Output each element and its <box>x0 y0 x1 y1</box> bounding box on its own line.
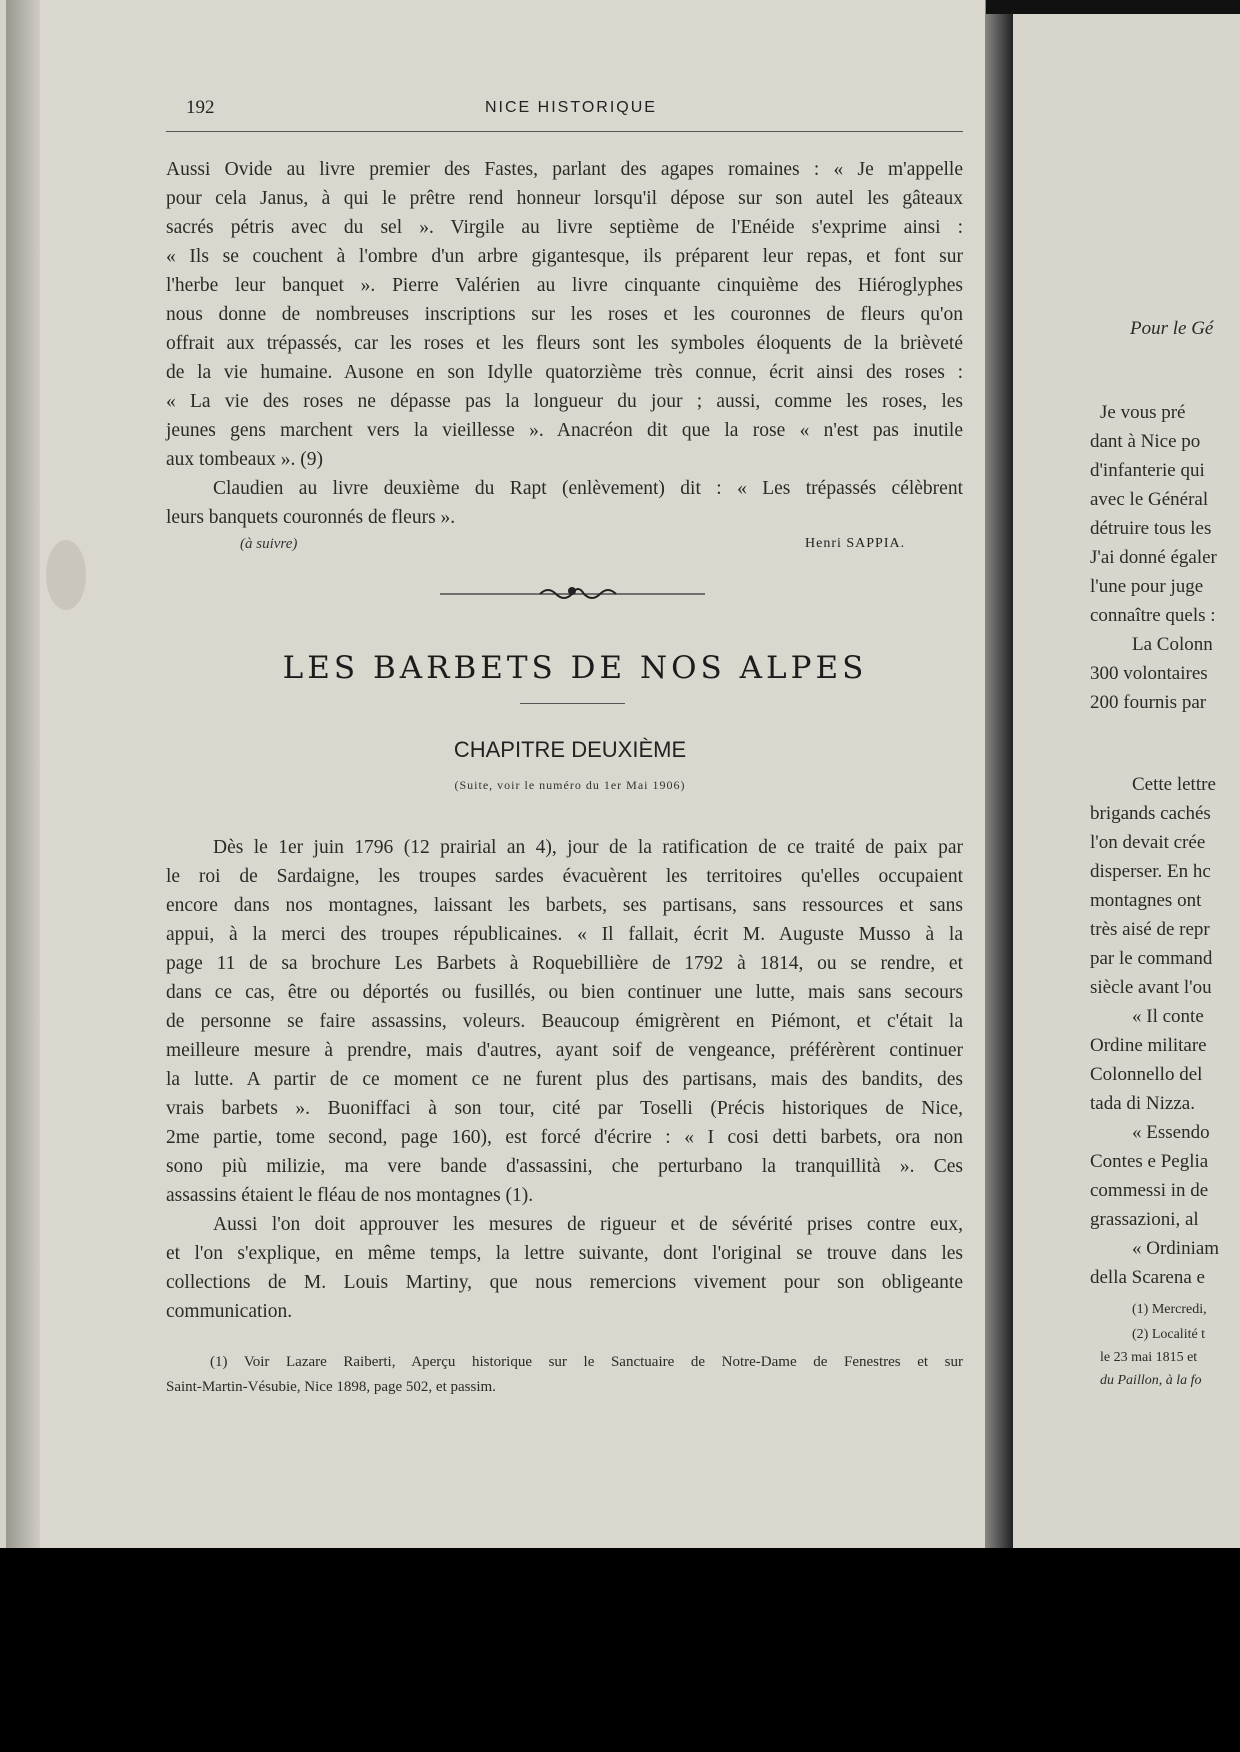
right-line: l'on devait crée <box>1090 832 1206 853</box>
right-line: Colonnello del <box>1090 1064 1203 1085</box>
text-line: aux tombeaux ». (9) <box>166 449 324 470</box>
text-line: de la vie humaine. Ausone en son Idylle quatorzième très connue, écrit ainsi des roses : <box>166 362 963 383</box>
text-line: 2me partie, tome second, page 160), est forcé d'écrire : « I cosi detti barbets, ora non <box>166 1127 963 1148</box>
right-line: siècle avant l'ou <box>1090 977 1212 998</box>
right-line: Je vous pré <box>1100 402 1186 423</box>
right-line: Contes e Peglia <box>1090 1151 1209 1172</box>
right-line: brigands cachés <box>1090 803 1211 824</box>
ornament-divider-icon <box>440 583 705 603</box>
to-follow-note: (à suivre) <box>240 536 298 552</box>
text-line: leurs banquets couronnés de fleurs ». <box>166 507 456 528</box>
text-line: nous donne de nombreuses inscriptions sur les roses et les couronnes de fleurs qu'on <box>166 304 963 325</box>
right-line: « Essendo <box>1132 1122 1210 1143</box>
text-line: jeunes gens marchent vers la vieillesse ». Anacréon dit que la rose « n'est pas inutile <box>166 420 963 441</box>
right-line: 200 fournis par <box>1090 692 1207 713</box>
text-line: sacrés pétris avec du sel ». Virgile au livre septième de l'Enéide s'exprime ainsi : <box>166 217 963 238</box>
right-line: « Ordiniam <box>1132 1238 1220 1259</box>
text-line: la lutte. A partir de ce moment ce ne furent plus des partisans, mais des bandits, des <box>166 1069 963 1090</box>
right-line: très aisé de repr <box>1090 919 1210 940</box>
text-line: Aussi Ovide au livre premier des Fastes, parlant des agapes romaines : « Je m'appelle <box>166 159 963 180</box>
right-line: dant à Nice po <box>1090 431 1201 452</box>
text-line: Aussi l'on doit approuver les mesures de rigueur et de sévérité prises contre eux, <box>213 1214 963 1235</box>
text-line: le roi de Sardaigne, les troupes sardes évacuèrent les territoires qu'elles occupaient <box>166 866 963 887</box>
text-line: dans ce cas, être ou déportés ou fusillés, ou bien continuer une lutte, mais sans secours <box>166 982 963 1003</box>
right-line: d'infanterie qui <box>1090 460 1205 481</box>
header-rule <box>166 131 963 132</box>
text-line: sono più milizie, ma vere bande d'assassini, che perturbano la tranquillità ». Ces <box>166 1156 963 1177</box>
text-line: page 11 de sa brochure Les Barbets à Roquebillière de 1792 à 1814, ou se rendre, et <box>166 953 963 974</box>
right-line: grassazioni, al <box>1090 1209 1199 1230</box>
footnote-line: (1) Voir Lazare Raiberti, Aperçu historique sur le Sanctuaire de Notre-Dame de Fenestres et sur <box>210 1354 963 1370</box>
right-line: par le command <box>1090 948 1213 969</box>
right-line: tada di Nizza. <box>1090 1093 1195 1114</box>
right-line: connaître quels : <box>1090 605 1216 626</box>
text-line: Claudien au livre deuxième du Rapt (enlèvement) dit : « Les trépassés célèbrent <box>213 478 963 499</box>
text-line: de personne se faire assassins, voleurs. Beaucoup émigrèrent en Piémont, et c'était la <box>166 1011 963 1032</box>
right-heading: Pour le Gé <box>1130 318 1214 339</box>
right-line: « Il conte <box>1132 1006 1204 1027</box>
right-line: avec le Général <box>1090 489 1209 510</box>
scan-background <box>0 1548 1240 1752</box>
right-footnote: du Paillon, à la fo <box>1100 1373 1202 1388</box>
text-line: vrais barbets ». Buoniffaci à son tour, cité par Toselli (Précis historiques de Nice, <box>166 1098 963 1119</box>
continuation-note: (Suite, voir le numéro du 1er Mai 1906) <box>454 778 686 792</box>
right-line: Ordine militare <box>1090 1035 1207 1056</box>
right-line: l'une pour juge <box>1090 576 1204 597</box>
text-line: meilleure mesure à prendre, mais d'autres, ayant soif de vengeance, préférèrent continuer <box>166 1040 963 1061</box>
right-line: disperser. En hc <box>1090 861 1211 882</box>
right-line: détruire tous les <box>1090 518 1212 539</box>
text-line: « La vie des roses ne dépasse pas la longueur du jour ; aussi, comme les roses, les <box>166 391 963 412</box>
text-line: appui, à la merci des troupes républicaines. « Il fallait, écrit M. Auguste Musso à la <box>166 924 963 945</box>
text-line: communication. <box>166 1301 293 1322</box>
right-footnote: (2) Localité t <box>1132 1327 1206 1342</box>
top-dark-strip <box>986 0 1240 14</box>
right-line: Cette lettre <box>1132 774 1216 795</box>
text-line: encore dans nos montagnes, laissant les barbets, ses partisans, sans ressources et sans <box>166 895 963 916</box>
running-head: NICE HISTORIQUE <box>485 99 657 116</box>
text-line: l'herbe leur banquet ». Pierre Valérien au livre cinquante cinquième des Hiéroglyphes <box>166 275 963 296</box>
title-rule <box>520 703 625 704</box>
article-title: LES BARBETS DE NOS ALPES <box>282 650 868 686</box>
right-line: della Scarena e <box>1090 1267 1205 1288</box>
right-line: J'ai donné égaler <box>1090 547 1217 568</box>
text-line: « Ils se couchent à l'ombre d'un arbre gigantesque, ils préparent leur repas, et font sur <box>166 246 963 267</box>
right-footnote: (1) Mercredi, <box>1132 1302 1207 1317</box>
right-line: La Colonn <box>1132 634 1213 655</box>
chapter-heading: CHAPITRE DEUXIÈME <box>453 737 687 762</box>
right-footnote: le 23 mai 1815 et <box>1100 1350 1198 1365</box>
text-line: collections de M. Louis Martiny, que nous remercions vivement pour son obligeante <box>166 1272 963 1293</box>
text-line: offrait aux trépassés, car les roses et les fleurs sont les symboles éloquents de la brièveté <box>166 333 963 354</box>
text-line: pour cela Janus, à qui le prêtre rend honneur lorsqu'il dépose sur son autel les gâteaux <box>166 188 963 209</box>
right-line: 300 volontaires <box>1090 663 1208 684</box>
book-gutter <box>985 0 1013 1548</box>
smudge <box>46 540 86 610</box>
right-line: montagnes ont <box>1090 890 1202 911</box>
text-line: et l'on s'explique, en même temps, la lettre suivante, dont l'original se trouve dans les <box>166 1243 963 1264</box>
footnote-line: Saint-Martin-Vésubie, Nice 1898, page 502, et passim. <box>166 1379 496 1395</box>
text-line: Dès le 1er juin 1796 (12 prairial an 4), jour de la ratification de ce traité de paix par <box>213 837 963 858</box>
right-line: commessi in de <box>1090 1180 1209 1201</box>
text-line: assassins étaient le fléau de nos montagnes (1). <box>166 1185 534 1206</box>
author-signature: Henri SAPPIA. <box>805 536 906 551</box>
page-number: 192 <box>186 97 215 118</box>
